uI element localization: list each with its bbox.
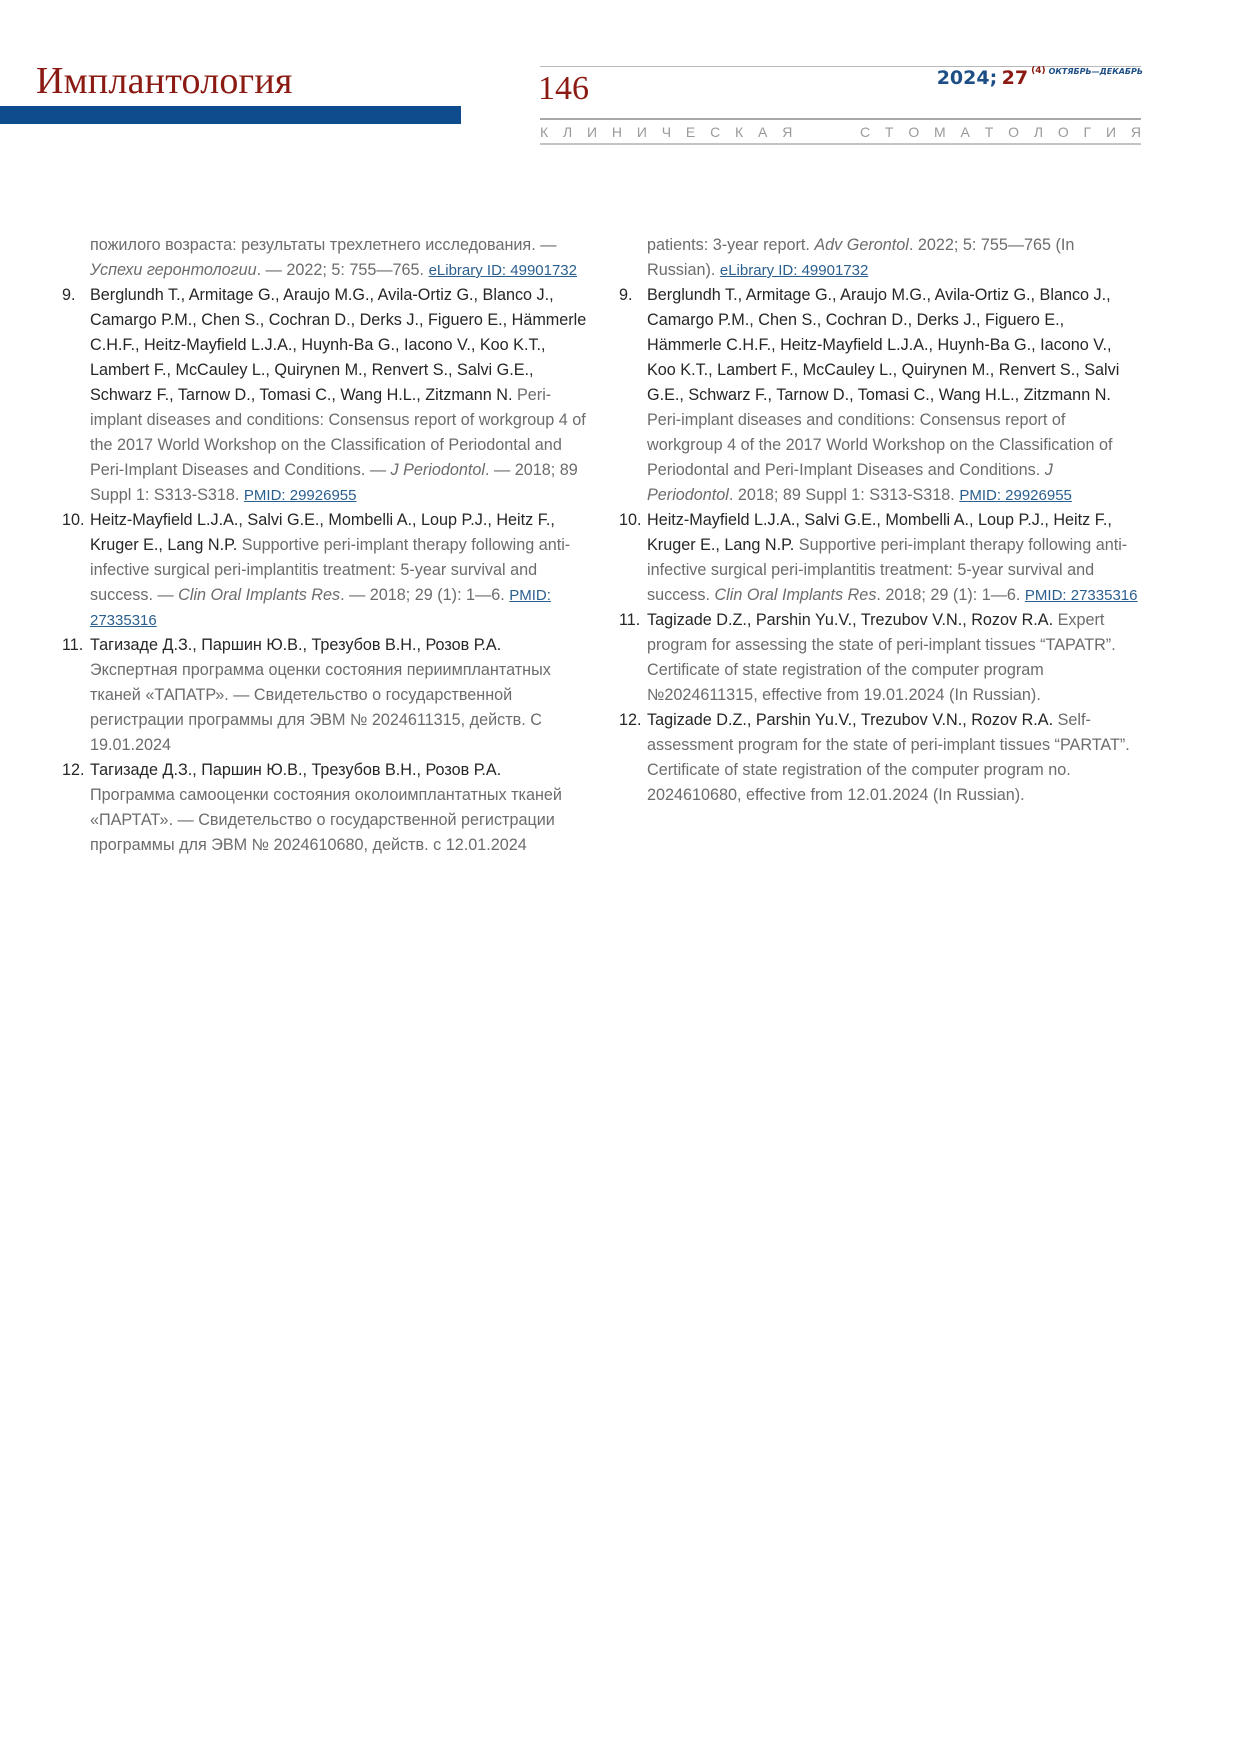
continuation-text: patients: 3-year report. bbox=[647, 236, 815, 254]
journal-letter: Я bbox=[782, 124, 793, 140]
reference-item bbox=[62, 283, 590, 508]
continuation-text: пожилого возраста: результаты трехлетнего исследования. — bbox=[90, 236, 557, 254]
journal-word-gap bbox=[807, 123, 845, 141]
reference-authors: Berglundh T., Armitage G., Araujo M.G., Avila-Ortiz G., Blanco J., Camargo P.M., Chen S., Cochran D., Derks J., Figuero E., Hämmerle C.H.F., Heitz-Mayfield L.J.A., Huynh-Ba G., Iacono V., Koo K.T., Lambert F., McCauley L., Quirynen M., Renvert S., Salvi G.E., Schwarz F., Tarnow D., Tomasi C., Wang H.L., Zitzmann N. bbox=[647, 286, 1120, 404]
pmid-link[interactable]: PMID: 27335316 bbox=[90, 587, 551, 629]
reference-continuation bbox=[619, 233, 1143, 283]
reference-item bbox=[62, 758, 590, 858]
reference-item bbox=[62, 508, 590, 633]
reference-item bbox=[619, 708, 1143, 808]
journal-letter: А bbox=[758, 124, 768, 140]
continuation-journal: Adv Gerontol bbox=[814, 236, 909, 254]
journal-letter: А bbox=[960, 124, 970, 140]
journal-letter: Л bbox=[562, 124, 573, 140]
reference-number: 9. bbox=[62, 286, 76, 304]
issue-months: ОКТЯБРЬ—ДЕКАБРЬ bbox=[1048, 67, 1143, 76]
journal-letter: Т bbox=[984, 124, 994, 140]
reference-journal: Clin Oral Implants Res bbox=[714, 586, 877, 604]
reference-number: 10. bbox=[62, 511, 85, 529]
reference-continuation bbox=[62, 233, 590, 283]
reference-details: . — 2018; 89 Suppl 1: S313-S318. bbox=[90, 461, 578, 504]
journal-letter: Н bbox=[611, 124, 623, 140]
reference-title: Expert program for assessing the state of peri-implant tissues “TAPATR”. Certificate of state registration of the computer program №2024611315, effective from 19.01.2024 (In Russian). bbox=[647, 611, 1116, 704]
journal-letter: К bbox=[540, 124, 549, 140]
reference-number: 12. bbox=[62, 761, 85, 779]
reference-authors: Тагизаде Д.З., Паршин Ю.В., Трезубов В.Н., Розов Р.А. bbox=[90, 761, 502, 779]
reference-authors: Berglundh T., Armitage G., Araujo M.G., Avila-Ortiz G., Blanco J., Camargo P.M., Chen S., Cochran D., Derks J., Figuero E., Hämmerle C.H.F., Heitz-Mayfield L.J.A., Huynh-Ba G., Iacono V., Koo K.T., Lambert F., McCauley L., Quirynen M., Renvert S., Salvi G.E., Schwarz F., Tarnow D., Tomasi C., Wang H.L., Zitzmann N. bbox=[90, 286, 587, 404]
reference-authors: Heitz-Mayfield L.J.A., Salvi G.E., Mombelli A., Loup P.J., Heitz F., Kruger E., Lang N.P. bbox=[90, 511, 555, 554]
journal-letter: И bbox=[1105, 124, 1117, 140]
reference-title: Supportive peri-implant therapy following anti-infective surgical peri-implantitis treatment: 5-year survival and success. bbox=[647, 536, 1128, 604]
journal-letter: Л bbox=[1033, 124, 1043, 140]
journal-letter: О bbox=[908, 124, 920, 140]
references-english bbox=[619, 233, 1143, 808]
pmid-link[interactable]: PMID: 27335316 bbox=[1024, 587, 1138, 604]
reference-number: 10. bbox=[619, 511, 642, 529]
header-bottom-rule bbox=[540, 143, 1141, 145]
reference-authors: Tagizade D.Z., Parshin Yu.V., Trezubov V.N., Rozov R.A. bbox=[647, 611, 1054, 629]
reference-details: . 2018; 89 Suppl 1: S313-S318. bbox=[728, 486, 960, 504]
journal-letter: Е bbox=[685, 124, 696, 140]
reference-authors: Тагизаде Д.З., Паршин Ю.В., Трезубов В.Н., Розов Р.А. bbox=[90, 636, 502, 654]
issue-volume: 27 bbox=[1001, 67, 1029, 89]
issue-number: (4) bbox=[1031, 66, 1046, 76]
journal-letter: Ч bbox=[661, 124, 672, 140]
section-title: Имплантология bbox=[36, 60, 293, 102]
references-russian bbox=[62, 233, 590, 858]
reference-number: 12. bbox=[619, 711, 642, 729]
pmid-link[interactable]: PMID: 29926955 bbox=[243, 487, 357, 504]
continuation-journal: Успехи геронтологии bbox=[90, 261, 257, 279]
reference-title: Peri-implant diseases and conditions: Consensus report of workgroup 4 of the 2017 World Workshop on the Classification of Periodontal and Peri-Implant Diseases and Conditions. bbox=[647, 411, 1113, 479]
header-middle-rule bbox=[540, 118, 1141, 120]
reference-number: 11. bbox=[62, 636, 84, 654]
reference-title: Программа самооценки состояния околоимплантатных тканей «ПАРТАТ». — Свидетельство о государственной регистрации программы для ЭВМ № 2024610680, действ. с 12.01.2024 bbox=[90, 786, 562, 854]
reference-details: . — 2018; 29 (1): 1—6. bbox=[340, 586, 510, 604]
journal-letter: Г bbox=[1083, 124, 1092, 140]
reference-item bbox=[62, 633, 590, 758]
reference-journal: Clin Oral Implants Res bbox=[178, 586, 341, 604]
page-number: 146 bbox=[538, 70, 589, 107]
continuation-details: . 2022; 5: 755—765 (In Russian). bbox=[647, 236, 1075, 279]
reference-title: Экспертная программа оценки состояния периимплантатных тканей «ТАПАТР». — Свидетельство о государственной регистрации программы для ЭВМ № 2024611315, действ. С 19.01.2024 bbox=[90, 661, 551, 754]
reference-item bbox=[619, 508, 1143, 608]
elibrary-link[interactable]: eLibrary ID: 49901732 bbox=[428, 262, 577, 279]
journal-letter: О bbox=[1008, 124, 1019, 140]
reference-details: . 2018; 29 (1): 1—6. bbox=[876, 586, 1025, 604]
journal-letter: Я bbox=[1130, 124, 1141, 140]
reference-number: 9. bbox=[619, 286, 633, 304]
pmid-link[interactable]: PMID: 29926955 bbox=[959, 487, 1072, 504]
reference-title: Supportive peri-implant therapy following anti-infective surgical peri-implantitis treatment: 5-year survival and success. — bbox=[90, 536, 571, 604]
reference-journal: J Periodontol bbox=[390, 461, 486, 479]
reference-title: Peri-implant diseases and conditions: Consensus report of workgroup 4 of the 2017 World Workshop on the Classification of Periodontal and Peri-Implant Diseases and Conditions. — bbox=[90, 386, 586, 479]
journal-letter: И bbox=[636, 124, 647, 140]
issue-info bbox=[936, 66, 1143, 89]
reference-authors: Tagizade D.Z., Parshin Yu.V., Trezubov V.N., Rozov R.A. bbox=[647, 711, 1054, 729]
journal-letter: М bbox=[934, 124, 946, 140]
elibrary-link[interactable]: eLibrary ID: 49901732 bbox=[719, 262, 869, 279]
journal-letter: С bbox=[859, 124, 871, 140]
journal-letter: Т bbox=[884, 124, 894, 140]
continuation-details: . — 2022; 5: 755—765. bbox=[256, 261, 429, 279]
issue-year: 2024; bbox=[936, 67, 998, 89]
journal-letter: К bbox=[735, 124, 744, 140]
reference-item bbox=[619, 283, 1143, 508]
reference-item bbox=[619, 608, 1143, 708]
reference-number: 11. bbox=[619, 611, 641, 629]
reference-journal: J Periodontol bbox=[647, 461, 1053, 504]
journal-letter: С bbox=[710, 124, 721, 140]
section-color-bar bbox=[0, 106, 461, 124]
reference-title: Self-assessment program for the state of peri-implant tissues “PARTAT”. Certificate of state registration of the computer program no. 2024610680, effective from 12.01.2024 (In Russian). bbox=[647, 711, 1130, 804]
journal-letter: О bbox=[1057, 124, 1069, 140]
reference-authors: Heitz-Mayfield L.J.A., Salvi G.E., Mombelli A., Loup P.J., Heitz F., Kruger E., Lang N.P. bbox=[647, 511, 1112, 554]
journal-letter: И bbox=[587, 124, 598, 140]
journal-name bbox=[540, 123, 1141, 141]
